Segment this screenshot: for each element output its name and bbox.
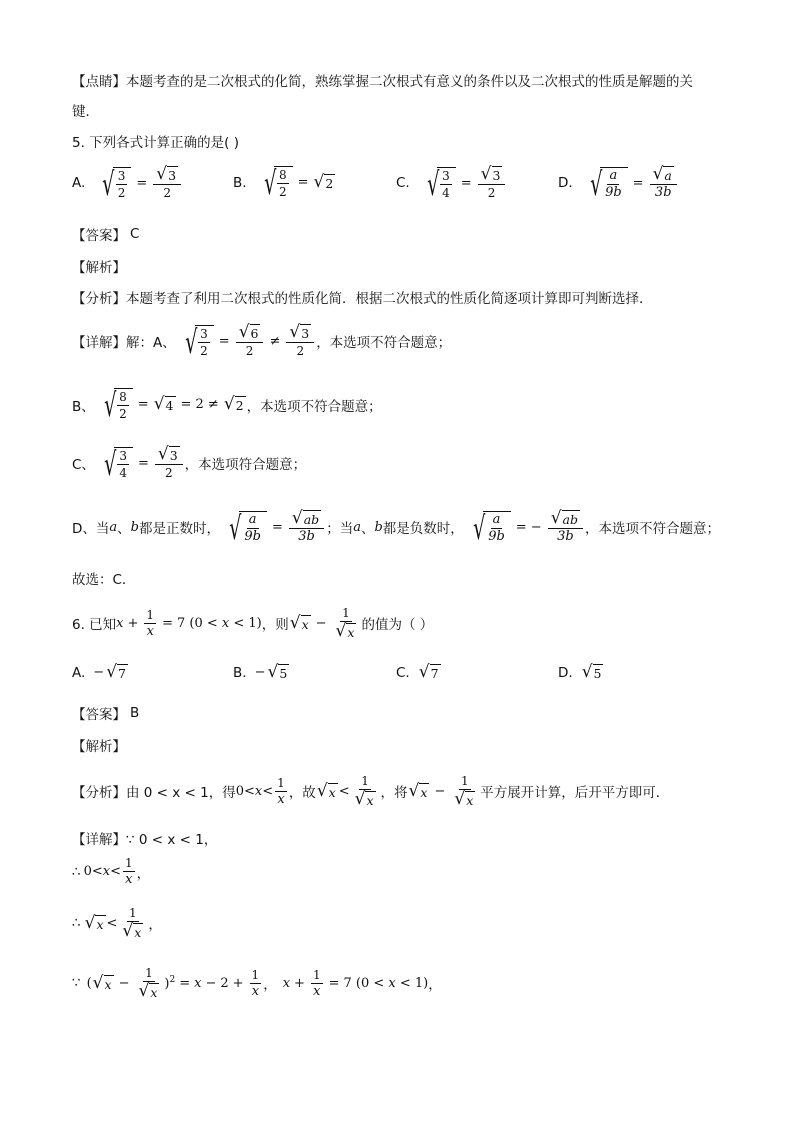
jiexi-tag: 【解析】 — [72, 739, 126, 755]
option-label: A. — [72, 664, 86, 681]
analysis-text: 本题考查了利用二次根式的性质化简．根据二次根式的性质化简逐项计算即可判断选择． — [126, 291, 653, 307]
option-label: B. — [233, 664, 247, 681]
q6-stem-text: 6. 已知 — [72, 617, 117, 633]
q6-option-a: A. − √ 7 — [72, 662, 126, 682]
option-label: D. — [558, 664, 573, 681]
option-label: D. — [558, 175, 573, 191]
sqrt-expr: √ $\frac{3}{2}$ — [94, 167, 131, 200]
q5-answer — [72, 224, 139, 244]
option-label: B. — [233, 174, 247, 191]
detail-text: ，本选项符合题意； — [184, 457, 307, 473]
answer-tag: 【答案】 — [72, 707, 126, 723]
q6-stem-text: ，则 — [261, 617, 289, 633]
q6-detail-2: ∴ 0< x < $\frac{1}{x}$ ， — [72, 856, 151, 887]
q6-option-d: D. √ 5 — [558, 662, 602, 682]
detail-text: ∵ 0 < x < 1， — [126, 832, 218, 848]
note-line-1 — [72, 70, 693, 90]
q6-detail-4: ∵ ( √ x − 1 √ x )$^2$ = x − 2 + $\frac{1}{x}$ ， x + $\frac{1}{x}$ = 7 (0 < x < 1) ， — [72, 966, 442, 1001]
q5-detail-c: C、 √ $\frac{3}{4}$ = √ 3 2 ，本选项符合题意； — [72, 444, 307, 483]
q5-detail-a: 【详解】 解：A、 √ $\frac{3}{2}$ = √ 6 2 ≠ √ 3 2 ，本选项不符合题意； — [72, 322, 452, 361]
q5-analysis — [72, 287, 653, 307]
q6-answer — [72, 703, 139, 723]
detail-text: ，本选项不符合题意； — [316, 335, 452, 351]
detail-text: 解：A、 — [126, 335, 176, 351]
option-label: C. — [396, 175, 410, 191]
q6-option-c: C. √ 7 — [396, 662, 439, 682]
q5-option-b: B. √ $\frac{8}{2}$ = √ 2 — [233, 164, 334, 202]
answer-value: C — [130, 226, 140, 242]
conclusion-text: 故选：C． — [72, 572, 136, 588]
answer-tag: 【答案】 — [72, 228, 126, 244]
option-label: A. — [72, 175, 86, 191]
analysis-text: 平方展开计算，后开平方即可． — [480, 785, 670, 801]
note-text: 本题考查的是二次根式的化简，熟练掌握二次根式有意义的条件以及二次根式的性质是解题的关 — [126, 74, 693, 90]
q6-analysis: 【分析】 由 0 < x < 1，得 0< x < $\frac{1}{x}$ ，故 √ x < 1 √ x ，将 √ x − 1 √ x 平方展开计算，后开平方即可． — [72, 774, 670, 809]
detail-tag: 【详解】 — [72, 832, 126, 848]
q5-detail-b: B、 √ $\frac{8}{2}$ = √ 4 = 2 ≠ √ 2 ，本选项不符合题意； — [72, 386, 382, 424]
analysis-tag: 【分析】 — [72, 291, 126, 307]
q5-option-a: A. √ $\frac{3}{2}$ = √ 3 2 — [72, 166, 183, 200]
analysis-text: 由 0 < x < 1，得 — [126, 785, 236, 801]
detail-text: ，本选项不符合题意； — [585, 521, 721, 537]
q5-stem-text: 5. 下列各式计算正确的是( ) — [72, 135, 239, 151]
fraction: √ 3 2 — [153, 166, 181, 200]
comma: ， — [136, 865, 151, 882]
detail-text: ；当 — [326, 521, 354, 537]
detail-tag: 【详解】 — [72, 335, 126, 351]
detail-text: D、当 — [72, 521, 110, 537]
q6-jiexi — [72, 735, 126, 755]
q5-stem — [72, 131, 239, 151]
analysis-text: ，将 — [380, 785, 408, 801]
q6-detail-1 — [72, 828, 217, 848]
note-text-cont: 键． — [72, 104, 99, 120]
comma: ， — [263, 977, 277, 993]
comma: ， — [148, 917, 162, 933]
q6-detail-3: ∴ √ x < 1 √ x ， — [72, 906, 162, 941]
detail-text: ，本选项不符合题意； — [246, 398, 382, 415]
q5-option-c: C. √ $\frac{3}{4}$ = √ 3 2 — [396, 166, 507, 200]
analysis-text: ，故 — [288, 785, 316, 801]
note-line-2 — [72, 100, 99, 120]
therefore-symbol: ∴ — [72, 863, 81, 880]
option-label: C. — [396, 664, 410, 681]
analysis-tag: 【分析】 — [72, 785, 126, 801]
detail-text: C、 — [72, 457, 95, 473]
comma: ， — [428, 977, 442, 993]
jiexi-tag: 【解析】 — [72, 260, 126, 276]
q6-option-b: B. − √ 5 — [233, 662, 288, 682]
q5-conclusion — [72, 568, 135, 588]
note-tag: 【点睛】 — [72, 74, 126, 90]
detail-text: B、 — [72, 398, 95, 415]
answer-value: B — [130, 705, 140, 721]
therefore-symbol: ∴ — [72, 915, 81, 931]
detail-text: 都是正数时， — [139, 521, 220, 537]
q5-option-d: D. √ $\frac{a}{9b}$ = √ a 3b — [558, 166, 679, 200]
q5-jiexi — [72, 256, 126, 276]
q6-stem: 6. 已知 x + $\frac{1}{x}$ = 7 (0 < x < 1) ，则 √ x − 1 √ x 的值为（ ） — [72, 606, 434, 641]
q6-stem-text: 的值为（ ） — [361, 617, 434, 633]
because-symbol: ∵ — [72, 975, 81, 991]
q5-detail-d: D、当 a 、 b 都是正数时， √ $\frac{a}{9b}$ = √ ab 3b ；当 a 、 b 都是负数时， √ $\frac{a}{9b}$ = − √ ab 3b ，本选项不符合题意； — [72, 508, 721, 547]
detail-text: 都是负数时， — [382, 521, 464, 537]
